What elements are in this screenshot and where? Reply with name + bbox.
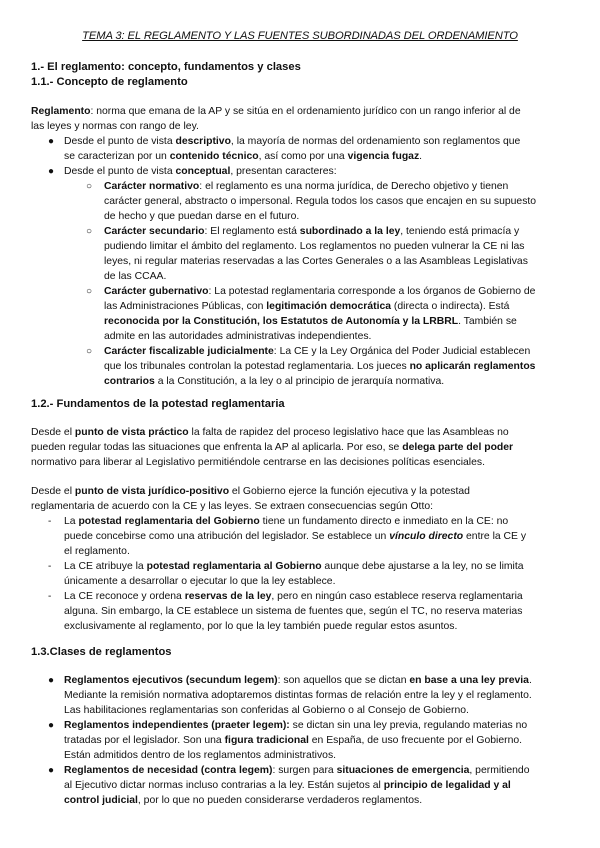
list-item-line: exclusivamente al reglamento, por lo que la ley también puede regular estos asuntos. (64, 621, 458, 632)
bullet-circle: ○ (86, 286, 93, 297)
bullet-circle: ○ (86, 346, 93, 357)
bullet-circle: ○ (86, 181, 93, 192)
section-heading: 1.- El reglamento: concepto, fundamentos y clases (31, 61, 301, 73)
sublist-item-line: pudiendo limitar el ámbito del reglamento. Los reglamentos no pueden vulnerar la CE ni las (104, 241, 525, 252)
list-item-line: puede concebirse como una atribución del legislador. Se establece un vínculo directo entre la CE y (64, 531, 527, 542)
sublist-item-line: Carácter fiscalizable judicialmente: La CE y la Ley Orgánica del Poder Judicial establecen (104, 346, 531, 357)
list-item-line: el reglamento. (64, 546, 130, 557)
list-item-line: La potestad reglamentaria del Gobierno tiene un fundamento directo e inmediato en la CE: no (64, 516, 509, 527)
list-item-line: Reglamentos de necesidad (contra legem): surgen para situaciones de emergencia, permitiendo (64, 765, 530, 776)
bullet-dot: ● (48, 720, 55, 731)
paragraph-line: normativo para liberar al Legislativo permitiéndole centrarse en las decisiones políticas esenciales. (31, 457, 485, 468)
list-item-line: Reglamentos independientes (praeter legem): se dictan sin una ley previa, regulando materias no (64, 720, 528, 731)
sublist-item-line: Carácter secundario: El reglamento está subordinado a la ley, teniendo está primacía y (104, 226, 520, 237)
subsection-heading-concepto: 1.1.- Concepto de reglamento (31, 76, 188, 88)
bullet-dot: ● (48, 136, 55, 147)
sublist-item-line: de las CCAA. (104, 271, 167, 282)
sublist-item-line: carácter general, abstracto o impersonal. Regula todos los casos que encajen en su supuesto (104, 196, 537, 207)
sublist-item-line: admite en las autoridades administrativas independientes. (104, 331, 372, 342)
definition-term: Reglamento (31, 106, 91, 117)
list-item-line: alguna. Sin embargo, la CE establece un sistema de fuentes que, según el TC, no reserva materias (64, 606, 523, 617)
list-item-line: Las habilitaciones reglamentarias son conferidas al Gobierno o al Consejo de Gobierno. (64, 705, 469, 716)
definition-line: Reglamento: norma que emana de la AP y se sitúa en el ordenamiento jurídico con un rango inferior al de (31, 106, 521, 117)
paragraph-line: Desde el punto de vista jurídico-positivo el Gobierno ejerce la función ejecutiva y la potestad (31, 486, 470, 497)
definition-line: las leyes y normas con rango de ley. (31, 121, 199, 132)
list-item-line: La CE reconoce y ordena reservas de la ley, pero en ningún caso establece reserva reglamentaria (64, 591, 523, 602)
bullet-dash: - (48, 516, 52, 527)
sublist-item-line: contrarios a la Constitución, a la ley o al principio de jerarquía normativa. (104, 376, 445, 387)
sublist-item-line: Carácter gubernativo: La potestad reglamentaria corresponde a los órganos de Gobierno de (104, 286, 536, 297)
list-item-line: se caracterizan por un contenido técnico, así como por una vigencia fugaz. (64, 151, 423, 162)
sublist-item-line: reconocida por la Constitución, los Estatutos de Autonomía y la LRBRL. También se (104, 316, 517, 327)
sublist-item-line: de hecho y que puedan darse en el futuro. (104, 211, 300, 222)
subsection-heading-clases: 1.3.Clases de reglamentos (31, 646, 172, 658)
paragraph-line: pueden regular todas las situaciones que enfrenta la AP al aplicarla. Por eso, se delega parte del poder (31, 442, 514, 453)
bullet-dash: - (48, 591, 52, 602)
paragraph-line: reglamentaria de acuerdo con la CE y las leyes. Se extraen consecuencias según Otto: (31, 501, 433, 512)
sublist-item-line: Carácter normativo: el reglamento es una norma jurídica, de Derecho objetivo y tienen (104, 181, 509, 192)
document-title: TEMA 3: EL REGLAMENTO Y LAS FUENTES SUBORDINADAS DEL ORDENAMIENTO (82, 30, 518, 42)
list-item-line: Desde el punto de vista conceptual, presentan caracteres: (64, 166, 337, 177)
list-item-line: Están admitidos dentro de los reglamentos administrativos. (64, 750, 337, 761)
list-item-line: Reglamentos ejecutivos (secundum legem): son aquellos que se dictan en base a una ley previa. (64, 675, 532, 686)
bullet-circle: ○ (86, 226, 93, 237)
bullet-dot: ● (48, 675, 55, 686)
bullet-dot: ● (48, 765, 55, 776)
subsection-heading-fundamentos: 1.2.- Fundamentos de la potestad reglamentaria (31, 398, 285, 410)
bullet-dash: - (48, 561, 52, 572)
list-item-line: Desde el punto de vista descriptivo, la mayoría de normas del ordenamiento son reglamentos que (64, 136, 521, 147)
list-item-line: Mediante la remisión normativa adoptaremos distintas formas de relación entre la ley y el reglamento. (64, 690, 532, 701)
list-item-line: La CE atribuye la potestad reglamentaria al Gobierno aunque debe ajustarse a la ley, no se limita (64, 561, 524, 572)
paragraph-line: Desde el punto de vista práctico la falta de rapidez del proceso legislativo hace que las Asambleas no (31, 427, 509, 438)
sublist-item-line: las Administraciones Públicas, con legitimación democrática (directa o indirecta). Está (104, 301, 510, 312)
bullet-dot: ● (48, 166, 55, 177)
list-item-line: tratadas por el legislador. Son una figura tradicional en España, de uso frecuente por el Gobierno. (64, 735, 523, 746)
sublist-item-line: leyes, ni regular materias reservadas a las Cortes Generales o a las Asambleas Legislativas (104, 256, 528, 267)
list-item-line: al Ejecutivo dictar normas incluso contrarias a la ley. Están sujetos al principio de legalidad y al (64, 780, 511, 791)
list-item-line: únicamente a desarrollar o ejecutar lo que la ley establece. (64, 576, 336, 587)
sublist-item-line: que los tribunales controlan la potestad reglamentaria. Los jueces no aplicarán reglamentos (104, 361, 536, 372)
list-item-line: control judicial, por lo que no pueden considerarse verdaderos reglamentos. (64, 795, 423, 806)
